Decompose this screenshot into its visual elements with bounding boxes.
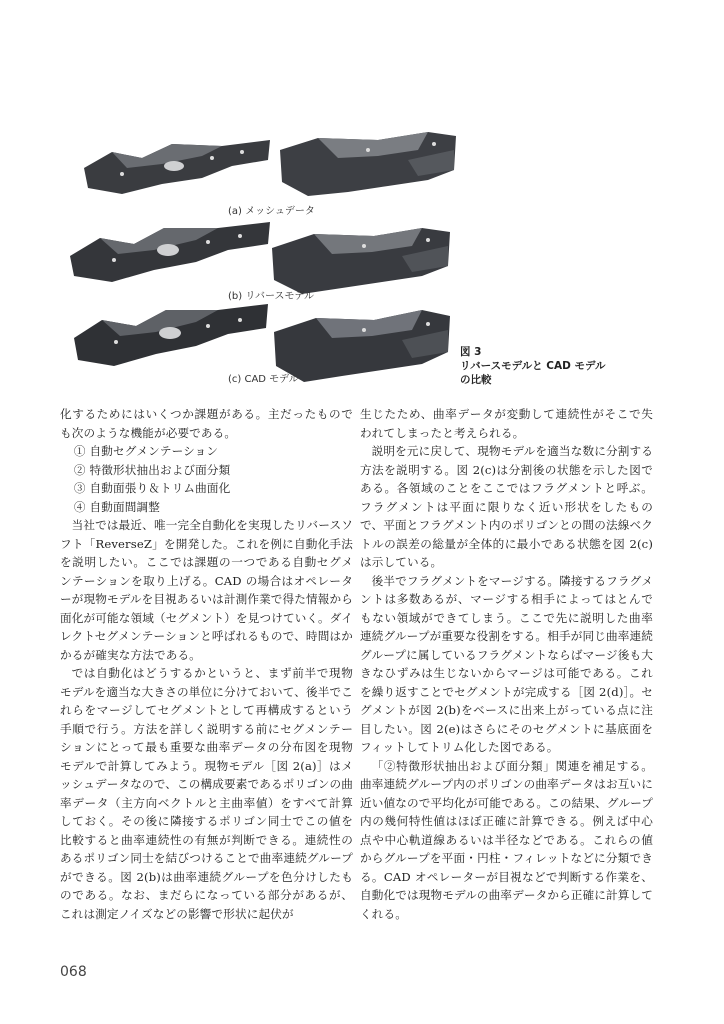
caption-b: (b) リバースモデル bbox=[228, 291, 315, 302]
list-item: ④ 自動面間調整 bbox=[73, 499, 160, 514]
paragraph: では自動化はどうするかというと、まず前半で現物モデルを適当な大きさの単位に分けておいて、後半でこれらをマージしてセグメントとして再構成するという手順で行う。方法を詳しく説明する前にセグメンテーションにとって最も重要な曲率データの分布図を現物モデルで計算してみよう。現物モデル［図 2(a)］はメッシュデータなので、この構成要素であるポリゴンの曲率データ（主方向ベクトルと主曲率値）をすべて計算しておく。その後に隣接するポリゴン同士でこの値を比較すると曲率連続性の有無が判断できる。連続性のあるポリゴン同士を結びつけることで曲率連続グループができる。図 2(b)は曲率連続グループを色分けしたものである。なお、まだらになっている部分があるが、これは測定ノイズなどの影響で形状に起伏が bbox=[60, 666, 353, 921]
figure-title-line-1: リバースモデルと CAD モデル bbox=[460, 360, 606, 372]
caption-a: (a) メッシュデータ bbox=[228, 206, 315, 217]
paragraph: 説明を元に戻して、現物モデルを適当な数に分割する方法を説明する。図 2(c)は分割後の状態を示した図である。各領域のことをここではフラグメントと呼ぶ。フラグメントは平面に限りなく近い形状をしたもので、平面とフラグメント内のポリゴンとの間の法線ベクトルの誤差の総量が全体的に最小である状態を図 2(c)は示している。 bbox=[360, 444, 654, 569]
figure-title-line-2: の比較 bbox=[460, 374, 492, 386]
figure-number: 図 3 bbox=[460, 346, 482, 358]
paragraph: 後半でフラグメントをマージする。隣接するフラグメントは多数あるが、マージする相手によってはとんでもない領域ができてしまう。ここで先に説明した曲率連続グループが重要な役割をする。相手が同じ曲率連続グループに属しているフラグメントならばマージ後も大きなひずみは生じないからマージは可能である。これを繰り返すことでセグメントが完成する［図 2(d)］。セグメントが図 2(b)をベースに出来上がっている点に注目したい。図 2(e)はさらにそのセグメントに基底面をフィットしてトリム化した図である。 bbox=[360, 573, 653, 754]
caption-c: (c) CAD モデル bbox=[228, 374, 299, 385]
list-item: ② 特徴形状抽出および面分類 bbox=[73, 462, 231, 477]
reverse-model-part-left-image bbox=[68, 220, 272, 286]
paragraph: 生じたため、曲率データが変動して連続性がそこで失われてしまったと考えられる。 bbox=[360, 407, 653, 440]
mesh-data-part-left-image bbox=[82, 138, 272, 196]
paragraph: 当社では最近、唯一完全自動化を実現したリバースソフト「ReverseZ」を開発した。これを例に自動化手法を説明したい。ここでは課題の一つである自動セグメンテーションを取り上げる。CAD の場合はオペレーターが現物モデルを目視あるいは計測作業で得た情報から面化が可能な領域（セグメント）を見つけていく。ダイレクトセグメンテーションと呼ばれるもので、時間はかかるが確実な方法である。 bbox=[60, 518, 354, 662]
figure-title bbox=[460, 345, 605, 387]
reverse-model-part-right-image bbox=[270, 226, 452, 296]
mesh-data-part-right-image bbox=[278, 130, 458, 200]
paragraph: 化するためにはいくつか課題がある。主だったものでも次のような機能が必要である。 bbox=[60, 407, 353, 440]
list-item: ③ 自動面張り＆トリム曲面化 bbox=[73, 481, 231, 495]
page-number: 068 bbox=[60, 964, 87, 980]
paragraph: 「②特徴形状抽出および面分類」関連を補足する。曲率連続グループ内のポリゴンの曲率データはお互いに近い値なので平均化が可能である。この結果、グループ内の幾何特性値はほぼ正確に計算できる。例えば中心点や中心軌道線あるいは半径などである。これらの値からグループを平面・円柱・フィレットなどに分類できる。CAD オペレーターが目視などで判断する作業を、自動化では現物モデルの曲率データから正確に計算してくれる。 bbox=[360, 758, 654, 921]
list-item: ① 自動セグメンテーション bbox=[73, 444, 219, 458]
right-column bbox=[360, 405, 653, 923]
cad-model-part-right-image bbox=[272, 308, 452, 386]
cad-model-part-left-image bbox=[72, 302, 270, 370]
left-column bbox=[60, 405, 353, 923]
